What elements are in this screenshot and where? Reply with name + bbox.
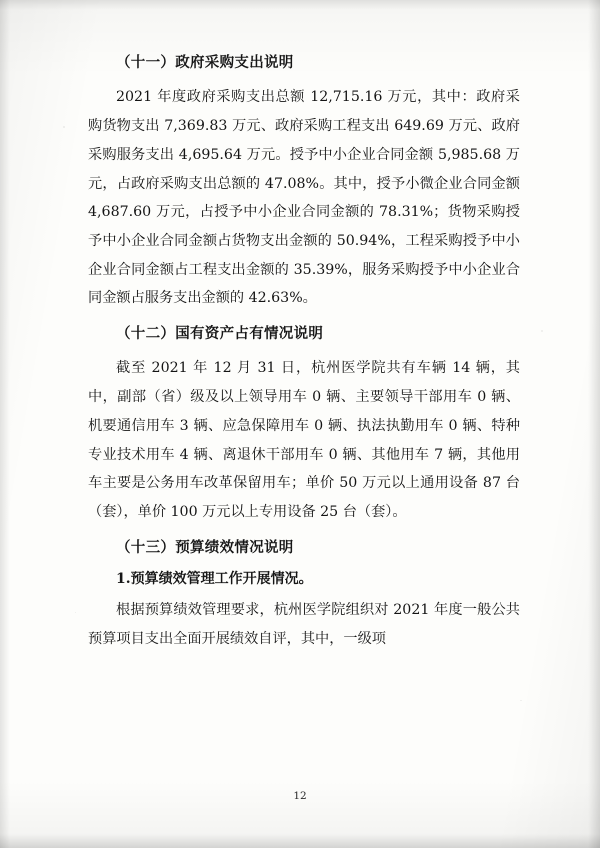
page-edge-shadow-bottom [0, 834, 600, 848]
scan-speck [520, 700, 522, 701]
page-edge-shadow-right [588, 0, 600, 848]
scan-speck [63, 126, 65, 128]
section-subheading: 1.预算绩效管理工作开展情况。 [116, 571, 313, 588]
section-budget-performance [88, 537, 520, 654]
section-state-assets [88, 323, 520, 527]
section-government-procurement [88, 52, 520, 313]
scan-speck [541, 330, 543, 332]
section-heading: （十二）国有资产占有情况说明 [116, 324, 324, 342]
scan-speck [75, 612, 76, 613]
section-paragraph: 2021 年度政府采购支出总额 12,715.16 万元，其中：政府采购货物支出 7,369.83 万元、政府采购工程支出 649.69 万元、政府采购服务支出 4,695.64 万元。授予中小企业合同金额 5,985.68 万元，占政府采购支出总额的 47.08%。其中，授予小微企业合同金额 4,687.60 万元，占授予中小企业合同金额的 78.31%；货物采购授予中小企业合同金额占货物支出金额的 50.94%，工程采购授予中小企业合同金额占工程支出金额的 35.39%，服务采购授予中小企业合同金额占服务支出金额的 42.63%。 [88, 89, 520, 307]
section-heading: （十一）政府采购支出说明 [116, 54, 294, 71]
document-body [88, 52, 520, 660]
section-paragraph: 截至 2021 年 12 月 31 日，杭州医学院共有车辆 14 辆，其中，副部（省）级及以上领导用车 0 辆、主要领导干部用车 0 辆、机要通信用车 3 辆、应急保障用车 0 辆、执法执勤用车 0 辆、特种专业技术用车 4 辆、离退休干部用车 0 辆、其他用车 7 辆，其他用车主要是公务用车改革保留用车；单价 50 万元以上通用设备 87 台（套），单价 100 万元以上专用设备 25 台（套）。 [88, 360, 520, 520]
section-heading: （十三）预算绩效情况说明 [116, 538, 294, 556]
page-edge-shadow-left [0, 0, 10, 848]
section-paragraph: 根据预算绩效管理要求，杭州医学院组织对 2021 年度一般公共预算项目支出全面开展绩效自评，其中，一级项 [88, 602, 520, 648]
page-edge-shadow-top [0, 0, 600, 10]
page-number: 12 [293, 790, 307, 802]
